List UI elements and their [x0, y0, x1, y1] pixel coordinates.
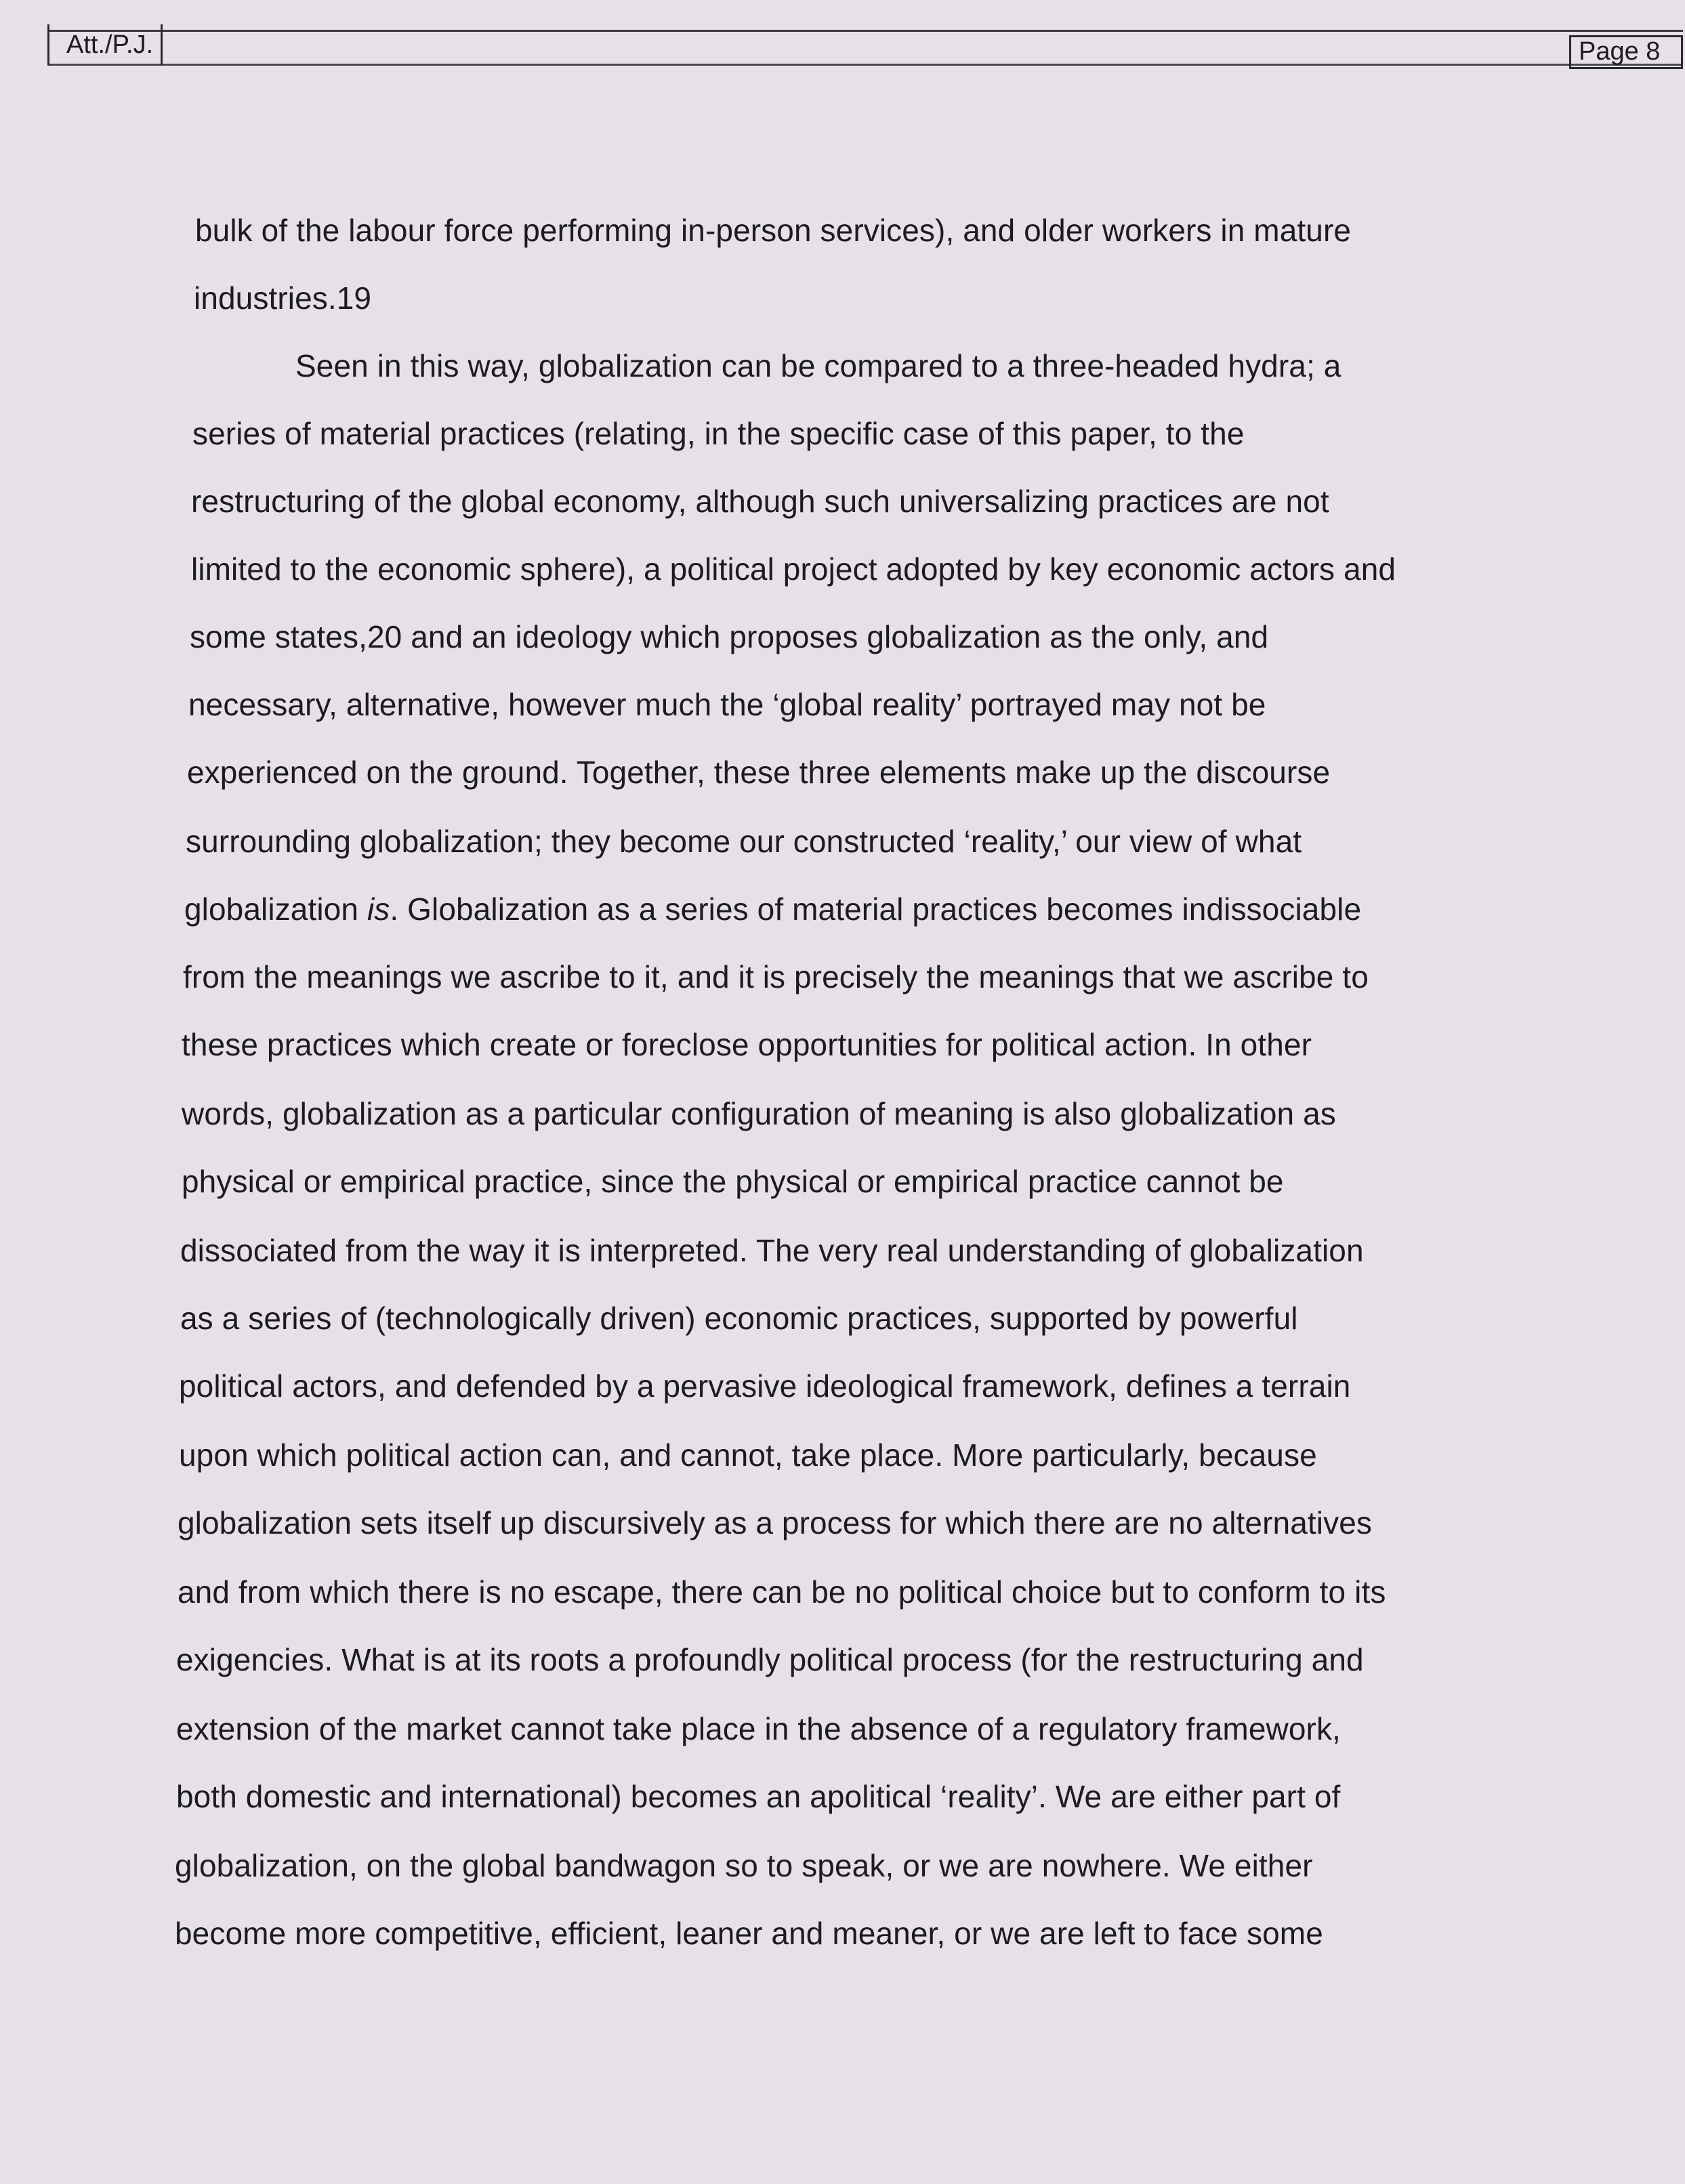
text-line: surrounding globalization; they become our constructed ‘reality,’ our view of what	[186, 824, 1302, 859]
text-line: necessary, alternative, however much the ‘global reality’ portrayed may not be	[188, 687, 1266, 722]
text-line: both domestic and international) becomes an apolitical ‘reality’. We are either part of	[176, 1779, 1341, 1814]
text-line: globalization sets itself up discursively as a process for which there are no alternatives	[178, 1505, 1372, 1540]
text-line: and from which there is no escape, there can be no political choice but to conform to its	[178, 1574, 1386, 1610]
text-segment: . Globalization as a series of material practices becomes indissociable	[390, 891, 1362, 927]
text-line	[184, 889, 1361, 929]
text-line: series of material practices (relating, in the specific case of this paper, to the	[192, 416, 1245, 451]
text-line: exigencies. What is at its roots a profoundly political process (for the restructuring and	[176, 1642, 1364, 1677]
text-line: bulk of the labour force performing in-person services), and older workers in mature	[195, 213, 1352, 248]
text-line: these practices which create or foreclose opportunities for political action. In other	[182, 1027, 1312, 1062]
text-line: limited to the economic sphere), a political project adopted by key economic actors and	[191, 551, 1396, 587]
text-line: some states,20 and an ideology which proposes globalization as the only, and	[190, 619, 1269, 654]
text-segment: globalization	[184, 891, 359, 927]
text-line: experienced on the ground. Together, these three elements make up the discourse	[187, 755, 1331, 790]
text-line: political actors, and defended by a pervasive ideological framework, defines a terrain	[179, 1368, 1351, 1404]
paragraph-first-line: Seen in this way, globalization can be compared to a three-headed hydra; a	[295, 348, 1341, 383]
running-header-label: Att./P.J.	[66, 30, 154, 59]
emphasized-word: is	[367, 891, 390, 927]
text-line: upon which political action can, and cannot, take place. More particularly, because	[179, 1437, 1317, 1473]
text-line: restructuring of the global economy, although such universalizing practices are not	[191, 484, 1329, 519]
text-line: words, globalization as a particular configuration of meaning is also globalization as	[182, 1096, 1336, 1131]
text-line: physical or empirical practice, since the physical or empirical practice cannot be	[182, 1164, 1284, 1199]
text-line: industries.19	[194, 280, 372, 316]
text-line: globalization, on the global bandwagon so to speak, or we are nowhere. We either	[175, 1848, 1313, 1883]
text-line: dissociated from the way it is interpreted. The very real understanding of globalization	[180, 1233, 1364, 1268]
text-line: extension of the market cannot take place in the absence of a regulatory framework,	[176, 1711, 1341, 1746]
text-line: from the meanings we ascribe to it, and it is precisely the meanings that we ascribe to	[183, 959, 1369, 994]
text-line: as a series of (technologically driven) economic practices, supported by powerful	[180, 1301, 1298, 1336]
page-number: Page 8	[1579, 37, 1661, 66]
text-line: become more competitive, efficient, leaner and meaner, or we are left to face some	[175, 1916, 1323, 1951]
